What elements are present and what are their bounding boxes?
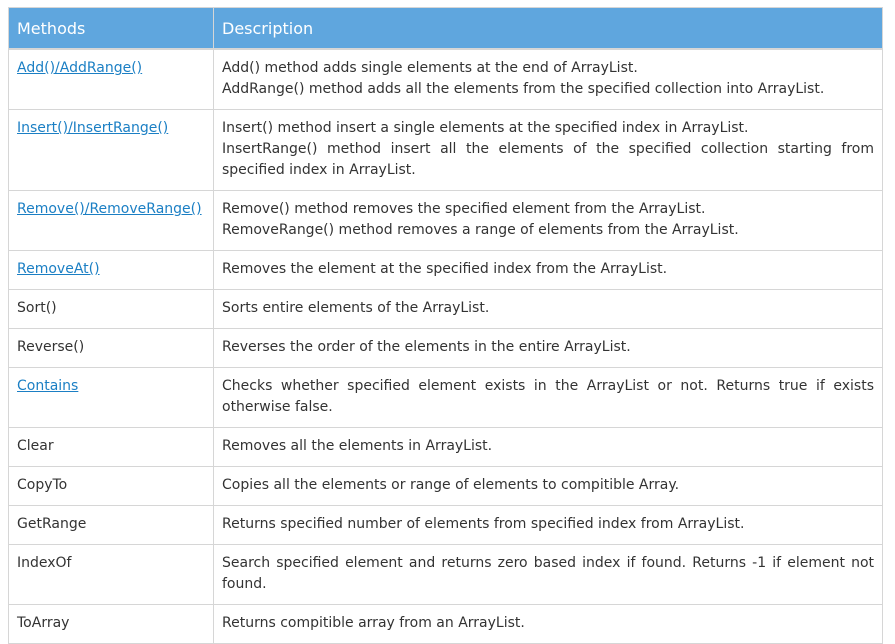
method-name: Clear bbox=[17, 438, 54, 454]
description-text: Remove() method removes the specified element from the ArrayList. bbox=[222, 201, 706, 217]
method-cell bbox=[9, 368, 214, 428]
method-cell bbox=[9, 428, 214, 467]
method-name: IndexOf bbox=[17, 555, 72, 571]
table-row bbox=[9, 428, 883, 467]
method-cell bbox=[9, 329, 214, 368]
description-text: Reverses the order of the elements in the entire ArrayList. bbox=[222, 339, 631, 355]
description-text: Checks whether specified element exists in the ArrayList or not. Returns true if exists otherwise false. bbox=[222, 378, 874, 415]
description-column-header: Description bbox=[214, 8, 883, 50]
method-link[interactable]: RemoveAt() bbox=[17, 261, 100, 277]
description-cell bbox=[214, 428, 883, 467]
method-cell bbox=[9, 290, 214, 329]
method-name: GetRange bbox=[17, 516, 87, 532]
description-text: Returns compitible array from an ArrayList. bbox=[222, 615, 525, 631]
description-cell bbox=[214, 329, 883, 368]
method-name: ToArray bbox=[17, 615, 70, 631]
table-row bbox=[9, 545, 883, 605]
method-link[interactable]: Remove()/RemoveRange() bbox=[17, 201, 202, 217]
description-cell bbox=[214, 605, 883, 644]
methods-column-header: Methods bbox=[9, 8, 214, 50]
table-row bbox=[9, 605, 883, 644]
description-cell bbox=[214, 191, 883, 251]
description-cell bbox=[214, 467, 883, 506]
table-row bbox=[9, 329, 883, 368]
description-text: RemoveRange() method removes a range of elements from the ArrayList. bbox=[222, 222, 739, 238]
method-cell bbox=[9, 110, 214, 191]
table-row bbox=[9, 251, 883, 290]
table-header-row bbox=[9, 8, 883, 50]
description-cell bbox=[214, 368, 883, 428]
description-text: Copies all the elements or range of elements to compitible Array. bbox=[222, 477, 680, 493]
description-cell bbox=[214, 506, 883, 545]
table-row bbox=[9, 506, 883, 545]
description-text: Removes all the elements in ArrayList. bbox=[222, 438, 493, 454]
table-row bbox=[9, 191, 883, 251]
description-cell bbox=[214, 110, 883, 191]
description-text: Sorts entire elements of the ArrayList. bbox=[222, 300, 490, 316]
method-cell bbox=[9, 251, 214, 290]
method-name: Reverse() bbox=[17, 339, 85, 355]
table-row bbox=[9, 49, 883, 110]
description-cell bbox=[214, 251, 883, 290]
method-cell bbox=[9, 605, 214, 644]
description-cell bbox=[214, 545, 883, 605]
method-cell bbox=[9, 191, 214, 251]
method-link[interactable]: Add()/AddRange() bbox=[17, 60, 143, 76]
description-text: AddRange() method adds all the elements from the specified collection into ArrayList. bbox=[222, 81, 825, 97]
description-text: Returns specified number of elements from specified index from ArrayList. bbox=[222, 516, 745, 532]
description-text: Removes the element at the specified index from the ArrayList. bbox=[222, 261, 668, 277]
description-text: Insert() method insert a single elements at the specified index in ArrayList. bbox=[222, 120, 749, 136]
table-body bbox=[9, 49, 883, 644]
description-text: Add() method adds single elements at the end of ArrayList. bbox=[222, 60, 638, 76]
table-row bbox=[9, 368, 883, 428]
method-cell bbox=[9, 49, 214, 110]
description-cell bbox=[214, 290, 883, 329]
description-cell bbox=[214, 49, 883, 110]
method-link[interactable]: Contains bbox=[17, 378, 79, 394]
arraylist-methods-table-container bbox=[8, 7, 882, 644]
arraylist-methods-table bbox=[8, 7, 883, 644]
table-row bbox=[9, 110, 883, 191]
description-text: InsertRange() method insert all the elements of the specified collection starting from specified index in ArrayList. bbox=[222, 141, 874, 178]
table-row bbox=[9, 290, 883, 329]
method-link[interactable]: Insert()/InsertRange() bbox=[17, 120, 169, 136]
method-cell bbox=[9, 506, 214, 545]
method-name: Sort() bbox=[17, 300, 57, 316]
description-text: Search specified element and returns zero based index if found. Returns -1 if element not found. bbox=[222, 555, 874, 592]
method-cell bbox=[9, 467, 214, 506]
table-row bbox=[9, 467, 883, 506]
method-cell bbox=[9, 545, 214, 605]
method-name: CopyTo bbox=[17, 477, 68, 493]
